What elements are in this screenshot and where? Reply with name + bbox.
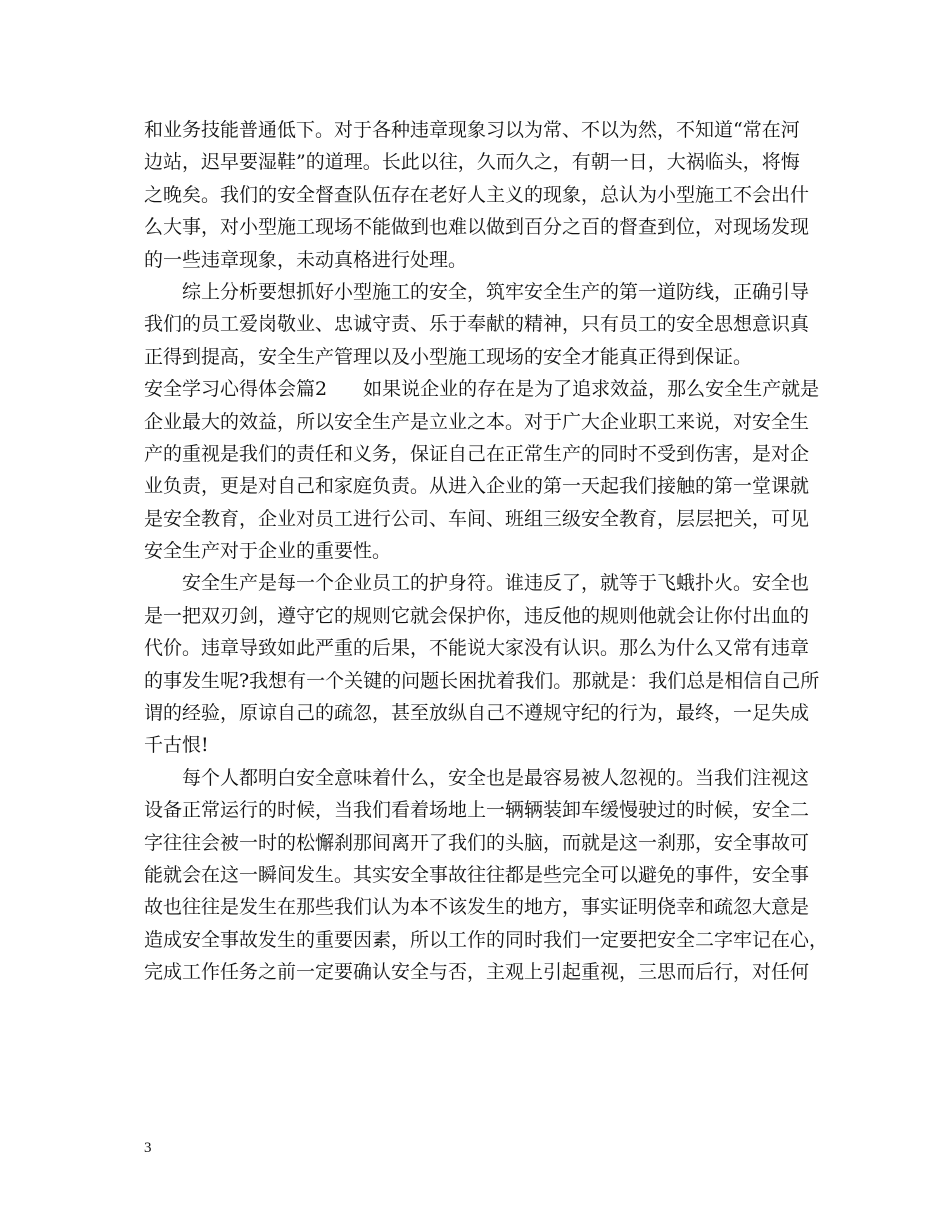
line-text: 谓的经验，原谅自己的疏忽，甚至放纵自己不遵规守纪的行为，最终，一足失成 (144, 702, 810, 725)
line-text: 每个人都明白安全意味着什么，安全也是最容易被人忽视的。当我们注视这 (182, 766, 810, 789)
line-text: 安全生产对于企业的重要性。 (144, 540, 392, 563)
text-line (144, 632, 810, 664)
line-text: 完成工作任务之前一定要确认安全与否，主观上引起重视，三思而后行，对任何 (144, 961, 810, 984)
text-line (144, 567, 810, 599)
text-line (144, 535, 810, 567)
section-heading: 安全学习心得体会篇2 (144, 378, 328, 401)
text-line (144, 114, 810, 146)
text-line (144, 956, 810, 988)
line-text: 是一把双刃剑，遵守它的规则它就会保护你，违反他的规则他就会让你付出血的 (144, 604, 810, 627)
text-line (144, 924, 829, 956)
line-text: 如果说企业的存在是为了追求效益，那么安全生产就是 (363, 378, 820, 401)
line-text: 之晚矣。我们的安全督查队伍存在老好人主义的现象，总认为小型施工不会出什 (144, 183, 810, 206)
line-text: 字往往会被一时的松懈刹那间离开了我们的头脑，而就是这一刹那，安全事故可 (144, 831, 810, 854)
line-text: 的事发生呢?我想有一个关键的问题长困扰着我们。那就是：我们总是相信自己所 (144, 669, 820, 692)
line-text: 正得到提高，安全生产管理以及小型施工现场的安全才能真正得到保证。 (144, 345, 753, 368)
text-line (144, 438, 810, 470)
line-text: 千古恨! (144, 734, 209, 757)
text-line (144, 600, 810, 632)
text-line (144, 859, 810, 891)
text-line (144, 406, 810, 438)
line-text: 我们的员工爱岗敬业、忠诚守责、乐于奉献的精神，只有员工的安全思想意识真 (144, 313, 810, 336)
line-text: 和业务技能普通低下。对于各种违章现象习以为常、不以为然，不知道“常在河 (144, 119, 800, 141)
text-line (144, 729, 810, 761)
line-text: 是安全教育，企业对员工进行公司、车间、班组三级安全教育，层层把关，可见 (144, 507, 810, 530)
line-text: 造成安全事故发生的重要因素，所以工作的同时我们一定要把安全二字牢记在心， (144, 928, 829, 951)
line-text: 么大事，对小型施工现场不能做到也难以做到百分之百的督查到位，对现场发现 (144, 216, 810, 239)
text-line (144, 891, 810, 923)
line-text: 产的重视是我们的责任和义务，保证自己在正常生产的同时不受到伤害，是对企 (144, 442, 810, 465)
text-line (144, 211, 810, 243)
text-line (144, 276, 810, 308)
text-line (144, 244, 810, 276)
text-line (144, 827, 810, 859)
line-text: 边站，迟早要湿鞋”的道理。长此以往，久而久之，有朝一日，大祸临头，将悔 (144, 151, 800, 174)
text-line (144, 503, 810, 535)
line-text: 业负责，更是对自己和家庭负责。从进入企业的第一天起我们接触的第一堂课就 (144, 475, 810, 498)
text-line (144, 470, 810, 502)
text-line (144, 665, 820, 697)
line-text: 的一些违章现象，未动真格进行处理。 (144, 248, 468, 271)
text-line (144, 146, 810, 178)
text-line (144, 341, 810, 373)
text-line (144, 179, 810, 211)
line-text: 企业最大的效益，所以安全生产是立业之本。对于广大企业职工来说，对安全生 (144, 410, 810, 433)
line-text: 设备正常运行的时候，当我们看着场地上一辆辆装卸车缓慢驶过的时候，安全二 (144, 799, 810, 822)
line-text: 代价。违章导致如此严重的后果，不能说大家没有认识。那么为什么又常有违章 (144, 637, 810, 660)
line-text: 安全生产是每一个企业员工的护身符。谁违反了，就等于飞蛾扑火。安全也 (182, 572, 810, 595)
text-line (144, 762, 810, 794)
text-line (144, 373, 820, 405)
line-text: 故也往往是发生在那些我们认为本不该发生的地方，事实证明侥幸和疏忽大意是 (144, 896, 810, 919)
page-number: 3 (144, 1140, 152, 1156)
line-text: 综上分析要想抓好小型施工的安全，筑牢安全生产的第一道防线，正确引导 (182, 280, 810, 303)
line-text: 能就会在这一瞬间发生。其实安全事故往往都是些完全可以避免的事件，安全事 (144, 863, 810, 886)
text-line (144, 697, 810, 729)
text-line (144, 794, 810, 826)
body-text (144, 114, 829, 989)
text-line (144, 308, 810, 340)
